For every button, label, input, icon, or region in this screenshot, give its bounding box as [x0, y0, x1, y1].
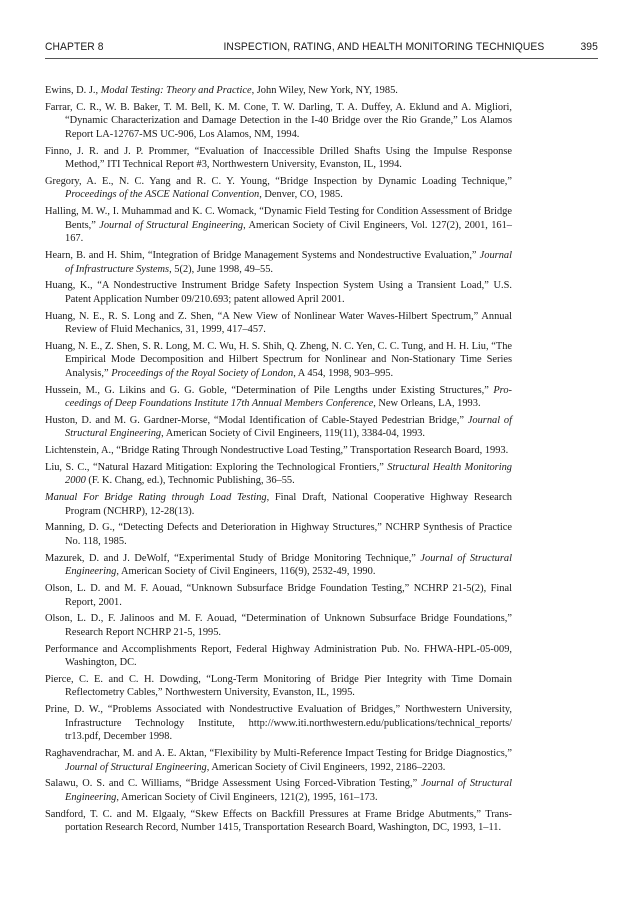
reference-text: Farrar, C. R., W. B. Baker, T. M. Bell, K. M. Cone, T. W. Darling, T. A. Duffey, A. Eklund and A. Migliori, “Dynamic Characterization and Damage Detection in the I-40 Bridge over the Rio Grande,” Los Alamos Report LA-12767-MS UC-906, Los Alamos, NM, 1994. [45, 101, 512, 140]
reference-text: Manning, D. G., “Detecting Defects and Deterioration in Highway Structures,” NCHRP Synthesis of Practice No. 118, 1985. [45, 522, 512, 548]
reference-italic-text: Journal of Structural Engineering [65, 552, 512, 578]
reference-text: Huang, N. E., Z. Shen, S. R. Long, M. C. Wu, H. S. Shih, Q. Zheng, N. C. Yen, C. C. Tung, and H. H. Liu, “The Empirical Mode Decomposition and Hilbert Spectrum for Nonlinear and Non-Stationary Time Series Analysis,” [45, 340, 512, 379]
reference-entry [45, 145, 512, 172]
reference-entry [45, 643, 512, 670]
reference-text: Huston, D. and M. G. Gardner-Morse, “Modal Identification of Cable-Stayed Pedestrian Bridge,” [45, 414, 468, 426]
reference-text: , Final Draft, National Cooperative Highway Research Program (NCHRP), 12-28(13). [65, 492, 512, 517]
reference-text: Huang, K., “A Nondestructive Instrument Bridge Safety Inspection System Using a Transient Load,” U.S. Patent Application Number 09/210.693; patent allowed April 2001. [45, 280, 512, 305]
reference-entry [45, 205, 512, 246]
reference-entry [45, 703, 512, 744]
reference-entry [45, 808, 512, 835]
reference-entry [45, 612, 512, 639]
reference-text: , New Orleans, LA, 1993. [373, 398, 481, 410]
reference-text: , American Society of Civil Engineers, 119(11), 3384-04, 1993. [161, 428, 425, 440]
reference-text: , American Society of Civil Engineers, 121(2), 1995, 161–173. [116, 791, 378, 803]
reference-text: Performance and Accomplishments Report, Federal Highway Administration Pub. No. FHWA-HPL-05-009, Washington, DC. [45, 643, 512, 669]
reference-italic-text: Journal of Structural Engineering [65, 414, 512, 440]
reference-entry [45, 673, 512, 700]
reference-text: Hearn, B. and H. Shim, “Integration of Bridge Management Systems and Nondestructive Evaluation,” [45, 249, 480, 261]
reference-italic-text: Proceedings of the ASCE National Convention [65, 189, 260, 201]
reference-entry [45, 552, 512, 579]
reference-text: , Denver, CO, 1985. [259, 189, 343, 201]
reference-text: , American Society of Civil Engineers, 116(9), 2532-49, 1990. [116, 566, 376, 578]
reference-entry [45, 384, 512, 411]
reference-entry [45, 491, 512, 518]
reference-text: , John Wiley, New York, NY, 1985. [251, 85, 398, 96]
reference-text: Huang, N. E., R. S. Long and Z. Shen, “A New View of Nonlinear Water Waves-Hilbert Spectrum,” Annual Review of Fluid Mechanics, 31, 1999, 417–457. [45, 310, 512, 336]
chapter-label: CHAPTER 8 [45, 41, 104, 53]
reference-text: , A 454, 1998, 903–995. [293, 367, 394, 379]
reference-entry [45, 414, 512, 441]
reference-italic-text: Manual For Bridge Rating through Load Testing [45, 492, 267, 504]
reference-entry [45, 175, 512, 202]
chapter-title: INSPECTION, RATING, AND HEALTH MONITORING TECHNIQUES [223, 41, 545, 53]
reference-text: Olson, L. D. and M. F. Aouad, “Unknown Subsurface Bridge Foundation Testing,” NCHRP 21-5(2), Final Report, 2001. [45, 583, 512, 608]
page-number: 395 [580, 41, 598, 53]
reference-entry [45, 444, 512, 458]
reference-italic-text: Journal of Structural Engineering [99, 219, 244, 231]
reference-text: Liu, S. C., “Natural Hazard Mitigation: Exploring the Technological Frontiers,” [45, 461, 388, 473]
reference-text: Olson, L. D., F. Jalinoos and M. F. Aouad, “Determination of Unknown Subsurface Bridge Foundations,” Research Report NCHRP 21-5, 1995. [45, 613, 512, 638]
header-rule [45, 58, 598, 59]
reference-entry [45, 279, 512, 306]
reference-list [45, 84, 512, 838]
reference-text: Salawu, O. S. and C. Williams, “Bridge Assessment Using Forced-Vibration Testing,” [45, 778, 422, 790]
reference-entry [45, 582, 512, 609]
reference-text: Halling, M. W., I. Muhammad and K. C. Womack, “Dynamic Field Testing for Condition Assessment of Bridge Bents,” [45, 206, 512, 231]
reference-entry [45, 310, 512, 337]
reference-text: , American Society of Civil Engineers, 1992, 2186–2203. [206, 761, 446, 773]
reference-italic-text: Modal Testing: Theory and Practice [100, 85, 252, 96]
reference-text: Gregory, A. E., N. C. Yang and R. C. Y. Young, “Bridge Inspection by Dynamic Loading Technique,” [45, 175, 512, 187]
reference-text: Hussein, M., G. Likins and G. G. Goble, “Determination of Pile Lengths under Existing Structures,” [45, 384, 494, 396]
reference-italic-text: Journal of Infrastructure Systems [65, 249, 512, 275]
reference-entry [45, 461, 512, 488]
reference-text: Sandford, T. C. and M. Elgaaly, “Skew Effects on Backfill Pressures at Frame Bridge Abutments,” Transportation Research Record, Number 1415, Transportation Research Board, Washington, DC, 1993, 1–11. [45, 808, 512, 834]
reference-text: Pierce, C. E. and C. H. Dowding, “Long-Term Monitoring of Bridge Pier Integrity with Time Domain Reflectometry Cables,” Northwestern University, Evanston, IL, 1995. [45, 673, 512, 699]
reference-italic-text: Proceedings of Deep Foundations Institute 17th Annual Members Conference [65, 384, 512, 410]
reference-entry [45, 521, 512, 548]
reference-entry [45, 747, 512, 774]
reference-text: Lichtenstein, A., “Bridge Rating Through Nondestructive Load Testing,” Transportation Research Board, 1993. [45, 445, 509, 457]
reference-text: Finno, J. R. and J. P. Prommer, “Evaluation of Inaccessible Drilled Shafts Using the Impulse Response Method,” ITI Technical Report #3, Northwestern University, Evanston, IL, 1994. [45, 145, 512, 171]
reference-italic-text: Journal of Structural Engineering [65, 778, 512, 803]
reference-italic-text: Structural Health Monitoring 2000 [65, 461, 513, 487]
reference-entry [45, 101, 512, 142]
reference-text: (F. K. Chang, ed.), Technomic Publishing, 36–55. [85, 475, 295, 487]
reference-text: Prine, D. W., “Problems Associated with Nondestructive Evaluation of Bridges,” Northwestern University, Infrastructure Technology Institute, http://www.iti.northwestern.edu/publications/technical_reports/​tr13.pdf, December 1998. [45, 704, 512, 743]
reference-italic-text: Journal of Structural Engineering [65, 761, 207, 773]
reference-text: Raghavendrachar, M. and A. E. Aktan, “Flexibility by Multi-Reference Impact Testing for Bridge Diagnostics,” [45, 748, 512, 759]
running-head [45, 41, 598, 57]
reference-italic-text: Proceedings of the Royal Society of London [111, 367, 294, 379]
reference-entry [45, 84, 512, 98]
reference-text: , 5(2), June 1998, 49–55. [169, 263, 273, 275]
reference-text: , American Society of Civil Engineers, Vol. 127(2), 2001, 161–167. [65, 219, 512, 245]
reference-text: Mazurek, D. and J. DeWolf, “Experimental Study of Bridge Monitoring Technique,” [45, 552, 421, 564]
reference-entry [45, 777, 512, 804]
reference-entry [45, 340, 512, 381]
reference-entry [45, 249, 512, 276]
reference-text: Ewins, D. J., [45, 85, 101, 96]
